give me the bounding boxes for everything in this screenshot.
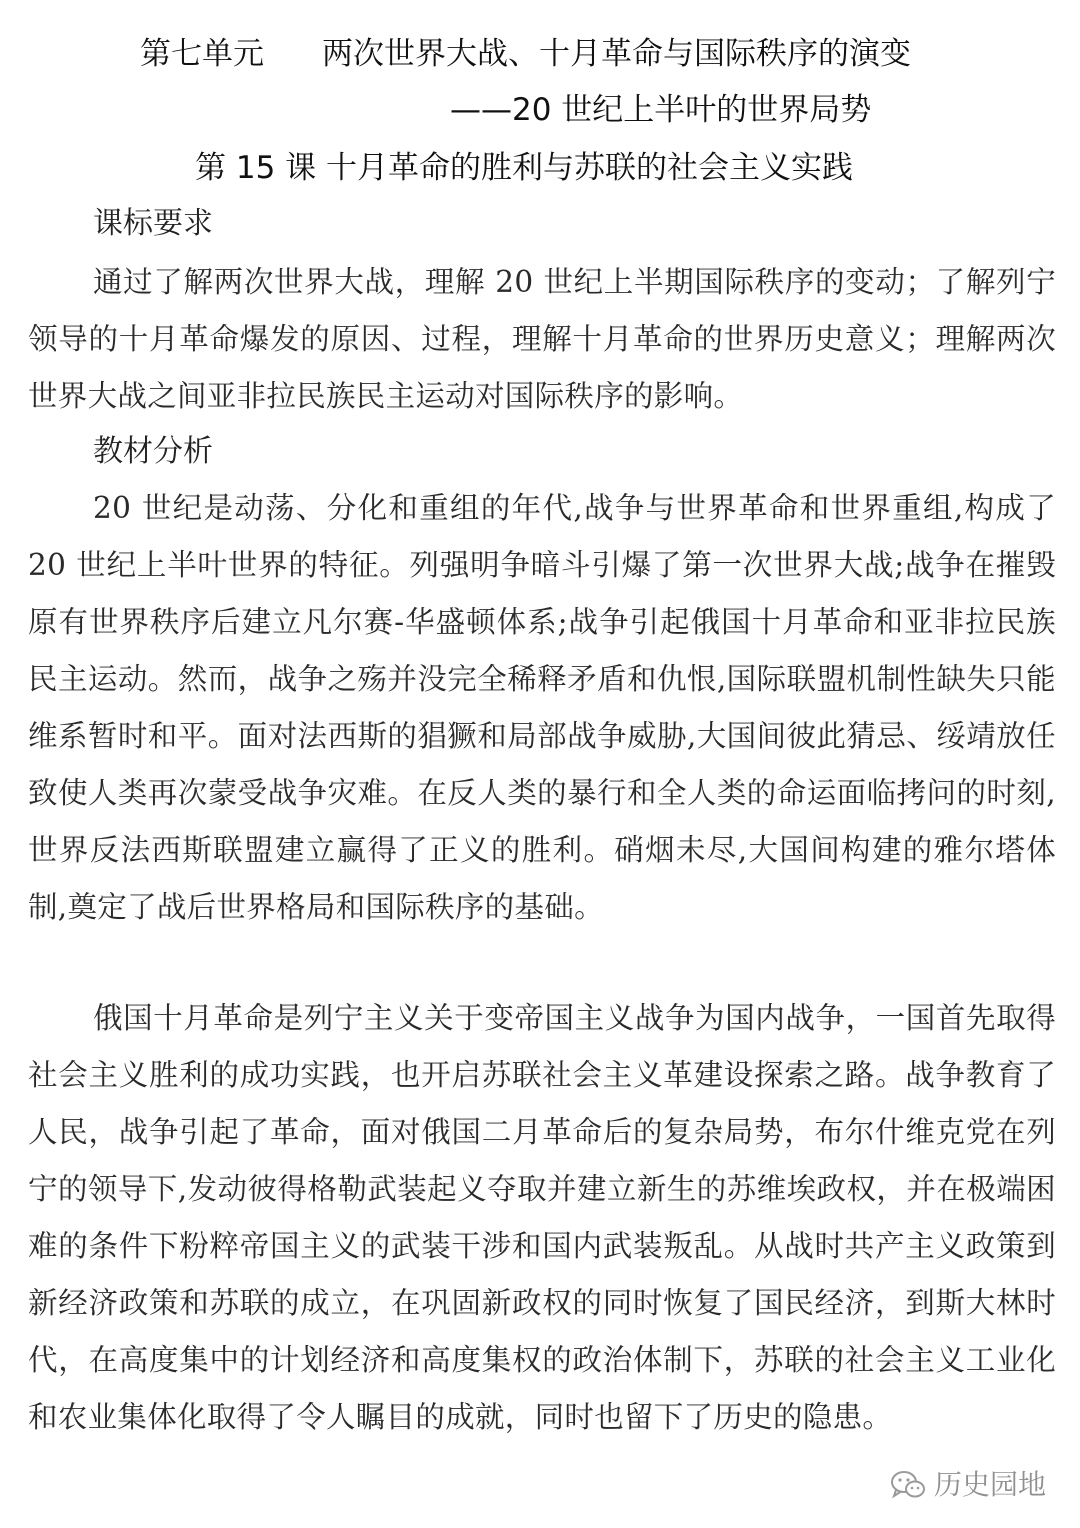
watermark-label: 历史园地: [933, 1468, 1046, 1501]
lesson-title-text: 第 15 课 十月革命的胜利与苏联的社会主义实践: [195, 150, 854, 186]
analysis-paragraph-2: 俄国十月革命是列宁主义关于变帝国主义战争为国内战争，一国首先取得社会主义胜利的成功实践，也开启苏联社会主义革建设探索之路。战争教育了人民，战争引起了革命，面对俄国二月革命后的复杂局势，布尔什维克党在列宁的领导下,发动彼得格勒武装起义夺取并建立新生的苏维埃政权，并在极端困难的条件下粉粹帝国主义的武装干涉和国内武装叛乱。从战时共产主义政策到新经济政策和苏联的成立，在巩固新政权的同时恢复了国民经济，到斯大林时代，在高度集中的计划经济和高度集权的政治体制下，苏联的社会主义工业化和农业集体化取得了令人瞩目的成就，同时也留下了历史的隐患。: [28, 1001, 1056, 1434]
standards-paragraph: 通过了解两次世界大战，理解 20 世纪上半期国际秩序的变动；了解列宁领导的十月革命爆发的原因、过程，理解十月革命的世界历史意义；理解两次世界大战之间亚非拉民族民主运动对国际秩序的影响。: [28, 265, 1056, 413]
unit-subtitle-text: ——20 世纪上半叶的世界局势: [450, 92, 872, 128]
watermark: [890, 1468, 1046, 1502]
analysis-paragraph-1: 20 世纪是动荡、分化和重组的年代,战争与世界革命和世界重组,构成了 20 世纪上半叶世界的特征。列强明争暗斗引爆了第一次世界大战;战争在摧毁原有世界秩序后建立凡尔赛-华盛顿体系;战争引起俄国十月革命和亚非拉民族民主运动。然而，战争之殇并没完全稀释矛盾和仇恨,国际联盟机制性缺失只能维系暂时和平。面对法西斯的猖獗和局部战争威胁,大国间彼此猜忌、绥靖放任致使人类再次蒙受战争灾难。在反人类的暴行和全人类的命运面临拷问的时刻,世界反法西斯联盟建立赢得了正义的胜利。硝烟未尽,大国间构建的雅尔塔体制,奠定了战后世界格局和国际秩序的基础。: [28, 491, 1056, 924]
wechat-icon: [890, 1470, 926, 1500]
unit-name: 两次世界大战、十月革命与国际秩序的演变: [322, 36, 911, 72]
unit-number: 第七单元: [140, 36, 264, 72]
section-heading-analysis: 教材分析: [93, 434, 213, 469]
section-heading-standards: 课标要求: [93, 206, 213, 241]
